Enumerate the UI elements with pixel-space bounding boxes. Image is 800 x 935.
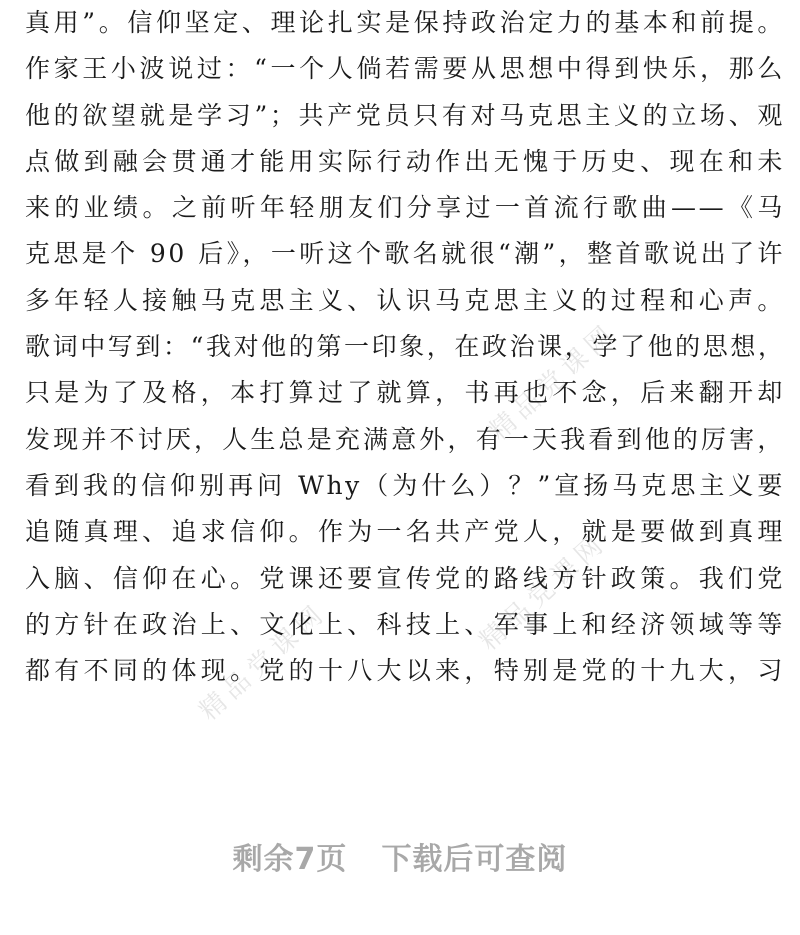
text-line: 点做到融会贯通才能用实际行动作出无愧于历史、现在和未 xyxy=(25,146,785,176)
watermark: 精品党课网 xyxy=(484,317,624,447)
text-line: 都有不同的体现。党的十八大以来，特别是党的十九大，习 xyxy=(25,656,785,686)
text-line: 追随真理、追求信仰。作为一名共产党人，就是要做到真理 xyxy=(25,517,785,547)
text-line: 他的欲望就是学习”；共产党员只有对马克思主义的立场、观 xyxy=(25,100,785,130)
remaining-pages-label: 剩余7页 xyxy=(232,842,348,877)
text-line: 作家王小波说过：“一个人倘若需要从思想中得到快乐，那么 xyxy=(25,54,785,84)
watermark: 精品党课网 xyxy=(474,527,614,657)
download-hint-label: 下载后可查阅 xyxy=(381,842,568,877)
document-body xyxy=(25,0,785,694)
text-line: 克思是个 90 后》，一听这个歌名就很“潮”，整首歌说出了许 xyxy=(25,239,785,269)
text-line: 入脑、信仰在心。党课还要宣传党的路线方针政策。我们党 xyxy=(25,563,785,593)
text-line: 多年轻人接触马克思主义、认识马克思主义的过程和心声。 xyxy=(25,285,785,315)
text-line: 来的业绩。之前听年轻朋友们分享过一首流行歌曲——《马 xyxy=(25,193,785,223)
text-line: 的方针在政治上、文化上、科技上、军事上和经济领域等等 xyxy=(25,609,785,639)
download-prompt[interactable] xyxy=(0,834,800,878)
text-line: 发现并不讨厌，人生总是充满意外，有一天我看到他的厉害， xyxy=(25,424,785,454)
text-line: 真用”。信仰坚定、理论扎实是保持政治定力的基本和前提。 xyxy=(25,8,785,37)
watermark: 精品党课网 xyxy=(194,597,334,727)
text-line: 只是为了及格，本打算过了就算，书再也不念，后来翻开却 xyxy=(25,378,785,408)
text-line: 歌词中写到：“我对他的第一印象，在政治课，学了他的思想， xyxy=(25,332,786,362)
text-line: 看到我的信仰别再问 Why（为什么）？”宣扬马克思主义要 xyxy=(25,470,785,500)
